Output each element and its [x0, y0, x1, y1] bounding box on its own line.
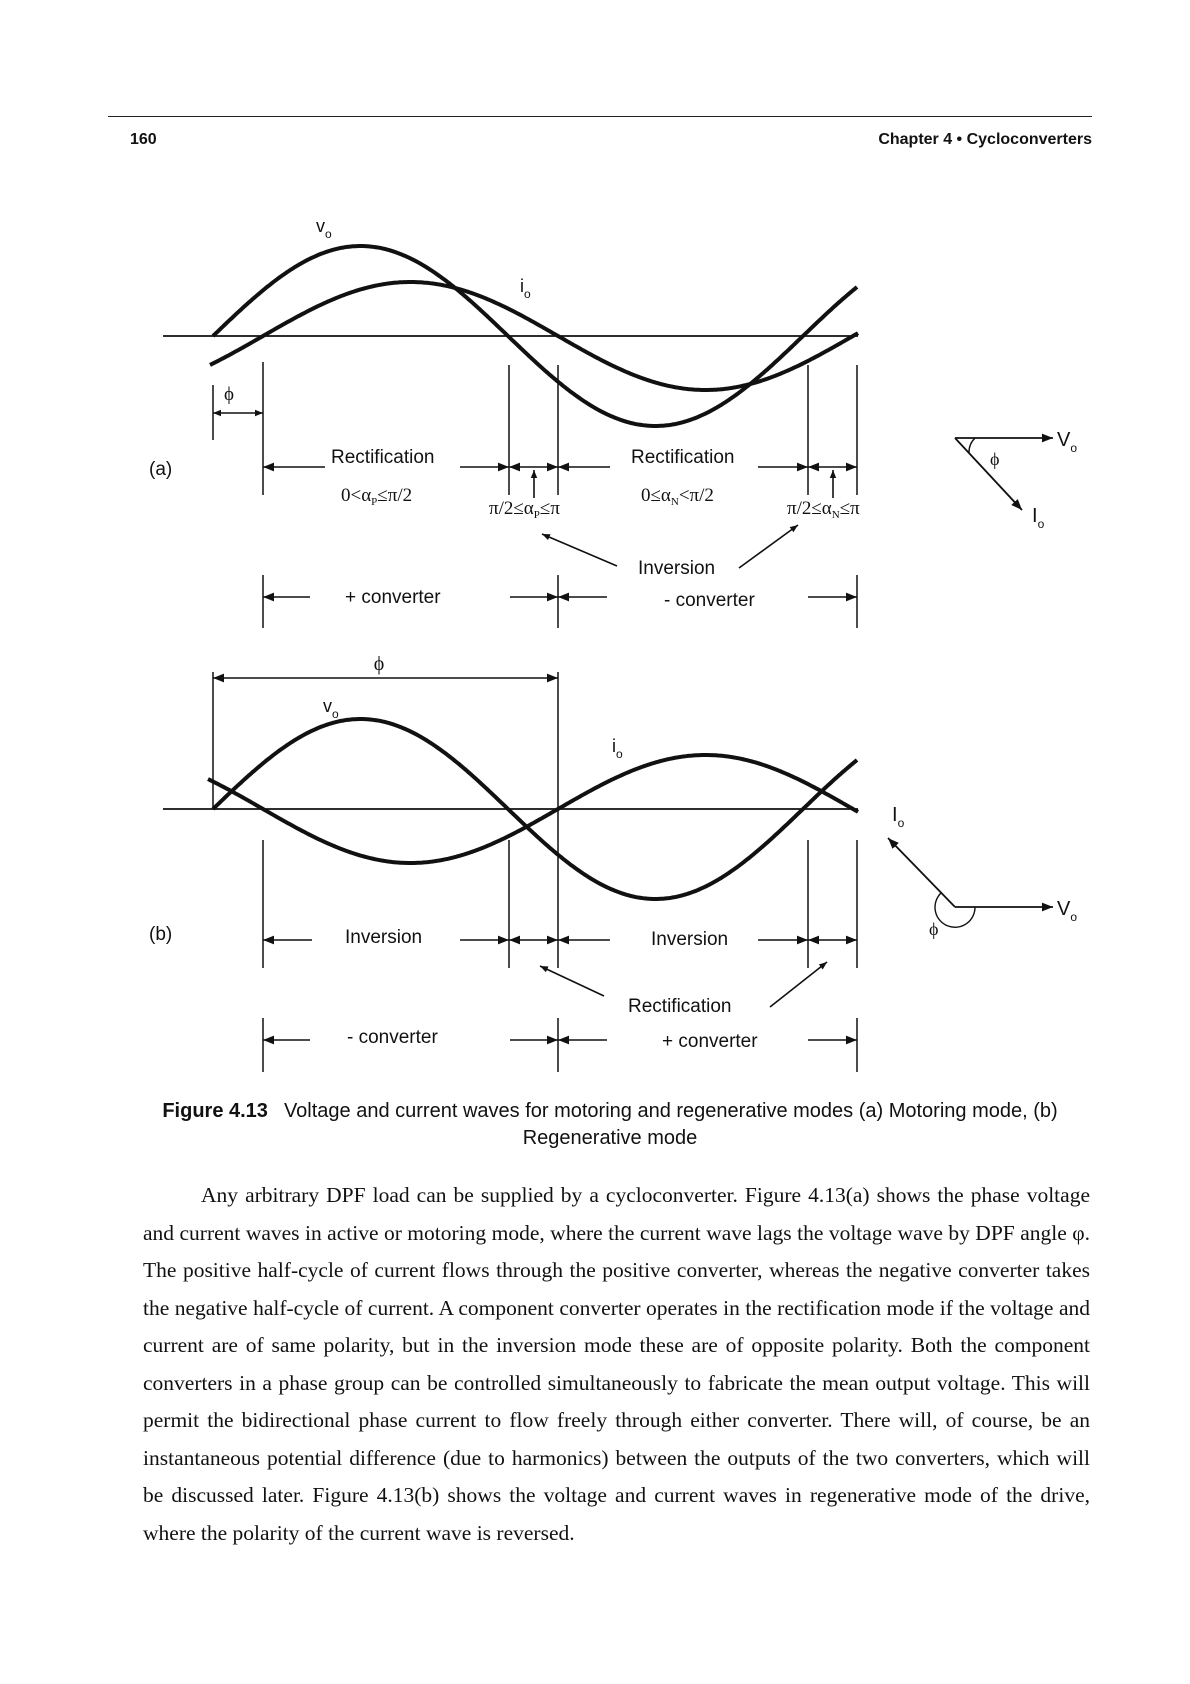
- rect-condition-a1: $0<\alpha_P\le\pi/2$: [341, 485, 413, 508]
- pos-converter-label-b: + converter: [662, 1031, 758, 1052]
- pos-converter-label-a: + converter: [345, 587, 441, 608]
- vo-label-a: $v_o$: [316, 216, 332, 241]
- body-paragraph: Any arbitrary DPF load can be supplied by a cycloconverter. Figure 4.13(a) shows the phase voltage and current waves in active or motoring mode, where the current wave lags the voltage wave by DPF angle φ. The positive half-cycle of current flows through the positive converter, whereas the negative converter takes the negative half-cycle of current. A component converter operates in the rectification mode if the voltage and current are of same polarity, but in the inversion mode these are of opposite polarity. Both the component converters in a phase group can be controlled simultaneously to fabricate the mean output voltage. This will permit the bidirectional phase current to flow freely through either converter. There will, of course, be an instantaneous potential difference (due to harmonics) between the outputs of the two converters, which will be discussed later. Figure 4.13(b) shows the voltage and current waves in regenerative mode of the drive, where the polarity of the current wave is reversed.: [143, 1183, 1090, 1545]
- rectification-label-a2: Rectification: [631, 447, 735, 468]
- inv-condition-a2: $\pi/2\le\alpha_N\le\pi$: [787, 498, 860, 521]
- neg-converter-label-a: - converter: [664, 590, 755, 611]
- inversion-label-b2: Inversion: [651, 929, 729, 950]
- interval-arrows-b: [263, 940, 857, 1007]
- phasor-vo-label-a: $V_o$: [1057, 429, 1078, 455]
- inv-condition-a1: $\pi/2\le\alpha_P\le\pi$: [489, 498, 560, 521]
- rect-condition-a2: $0\le\alpha_N<\pi/2$: [641, 485, 714, 508]
- caption-text: Voltage and current waves for motoring and regenerative modes (a) Motoring mode, (b) Regenerative mode: [283, 1100, 1058, 1149]
- panel-a: [163, 246, 1053, 628]
- inversion-label-b1: Inversion: [345, 927, 423, 948]
- phasor-phi-label-b: ϕ: [929, 919, 939, 939]
- rectification-label-b: Rectification: [628, 996, 732, 1017]
- figure-caption: [150, 1098, 1070, 1152]
- panel-a-tag: (a): [149, 459, 173, 480]
- io-label-b: $i_o$: [612, 736, 623, 761]
- page-number: 160: [130, 131, 157, 148]
- phasor-diagram-a: [955, 438, 1053, 510]
- neg-converter-label-b: - converter: [347, 1027, 438, 1048]
- panel-b-tag: (b): [149, 924, 173, 945]
- phasor-vo-label-b: $V_o$: [1057, 898, 1078, 924]
- markers-a: [213, 362, 857, 628]
- phasor-phi-label-a: ϕ: [990, 449, 1000, 469]
- caption-label: Figure 4.13: [162, 1100, 268, 1122]
- phasor-io-label-b: $I_o$: [892, 804, 905, 830]
- phi-label-a: ϕ: [223, 384, 235, 405]
- panel-b: [163, 672, 1053, 1072]
- phi-label-b: ϕ: [373, 653, 385, 675]
- phasor-diagram-b: [888, 838, 1053, 927]
- rectification-label-a1: Rectification: [331, 447, 435, 468]
- phasor-io-label-a: $I_o$: [1032, 505, 1045, 531]
- interval-arrows-a: [263, 467, 857, 568]
- phasor-io-b: [888, 838, 955, 907]
- phasor-io-a: [955, 438, 1022, 510]
- io-label-a: $i_o$: [520, 276, 531, 301]
- vo-label-b: $v_o$: [323, 696, 339, 721]
- inversion-label-a: Inversion: [638, 558, 716, 579]
- running-head: Chapter 4 • Cycloconverters: [878, 131, 1092, 148]
